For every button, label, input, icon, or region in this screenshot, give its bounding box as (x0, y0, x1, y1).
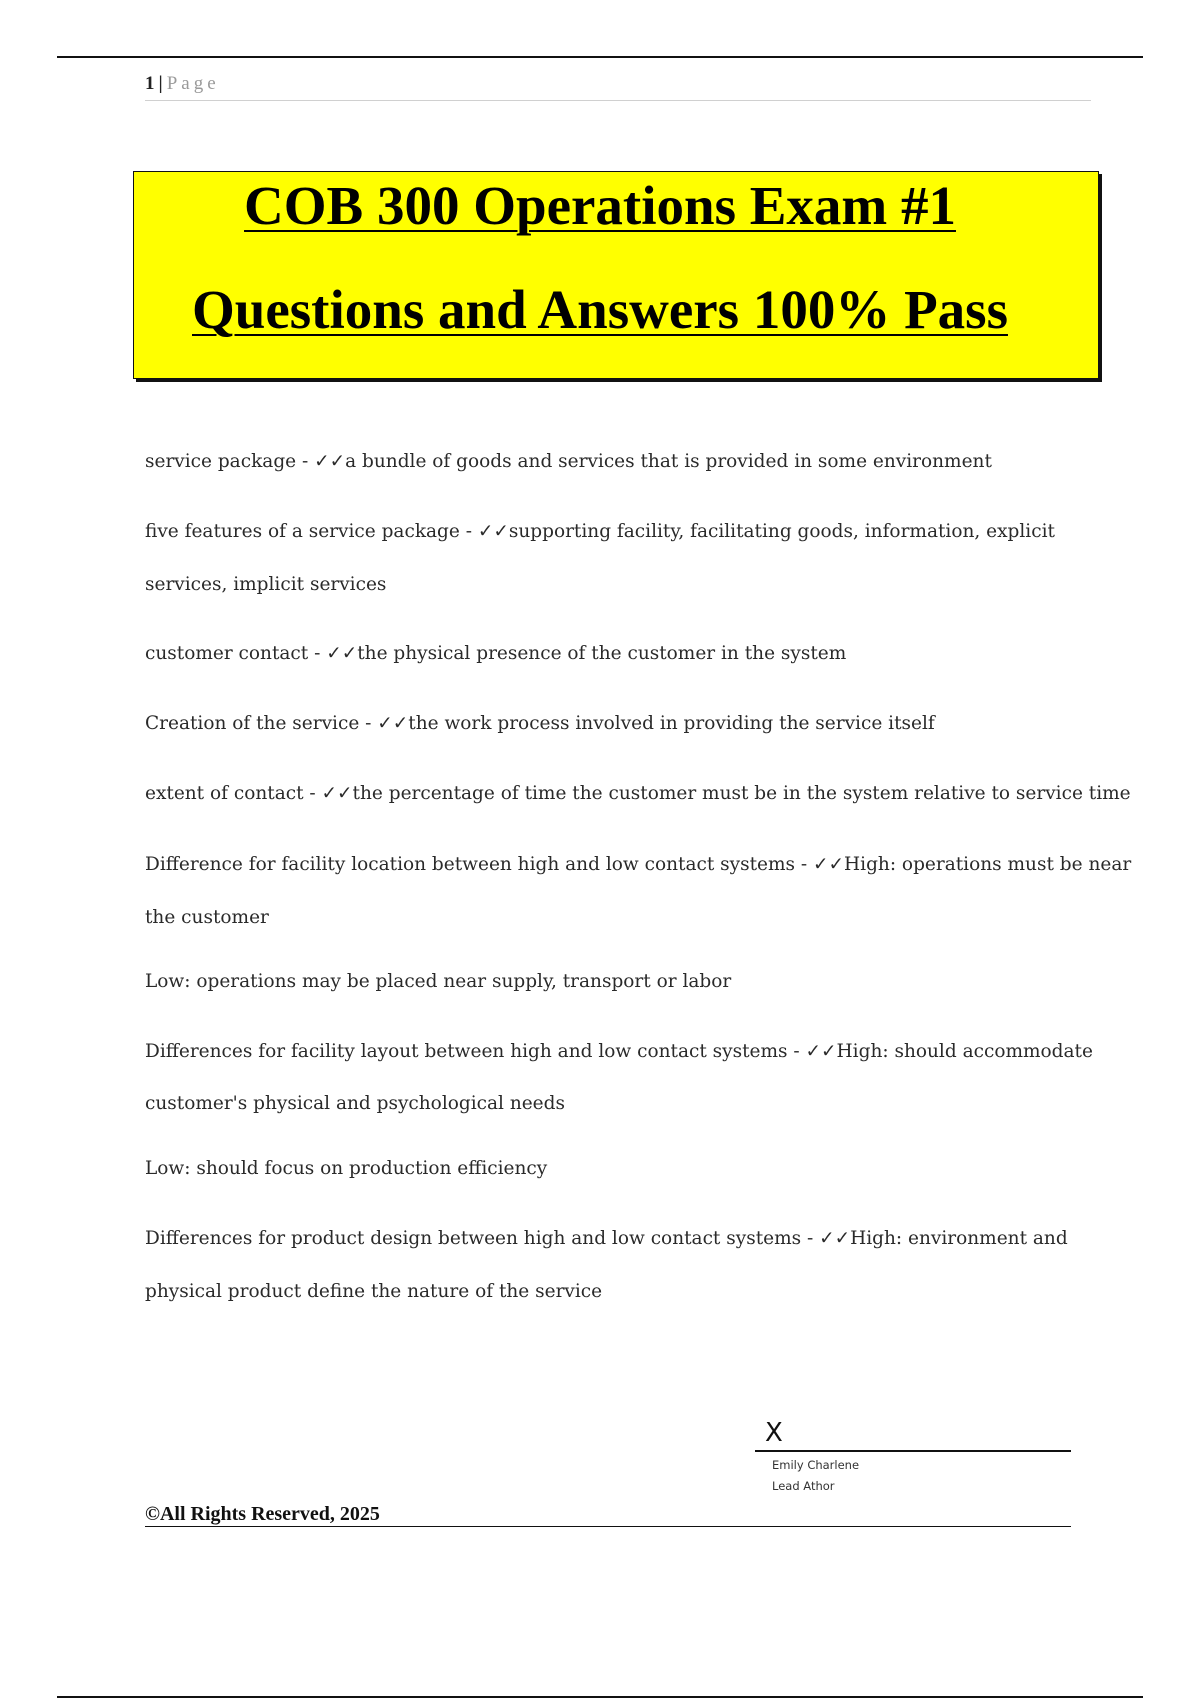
qa-line: Differences for product design between high and low contact systems - ✓✓High: environment and (145, 1228, 1068, 1249)
page-separator: | (158, 73, 163, 94)
qa-line: extent of contact - ✓✓the percentage of time the customer must be in the system relative to service time (145, 783, 1131, 804)
qa-line: customer's physical and psychological needs (145, 1093, 565, 1114)
document-title-line-2: Questions and Answers 100% Pass (192, 279, 1008, 340)
copyright-notice: ©All Rights Reserved, 2025 (145, 1503, 380, 1525)
qa-line: Low: should focus on production efficiency (145, 1158, 548, 1179)
qa-line: Creation of the service - ✓✓the work process involved in providing the service itself (145, 713, 935, 734)
qa-line: physical product define the nature of the service (145, 1281, 603, 1302)
qa-line: customer contact - ✓✓the physical presence of the customer in the system (145, 643, 847, 664)
footer-rule (145, 1526, 1071, 1527)
top-rule (57, 56, 1143, 58)
signature-role: Lead Athor (772, 1479, 835, 1493)
qa-line: Differences for facility layout between high and low contact systems - ✓✓High: should accommodate (145, 1041, 1093, 1062)
page-header (145, 72, 1091, 101)
bottom-rule (57, 1696, 1143, 1698)
qa-line: Difference for facility location between high and low contact systems - ✓✓High: operations must be near (145, 854, 1132, 875)
signature-name: Emily Charlene (772, 1458, 860, 1472)
qa-line: five features of a service package - ✓✓supporting facility, facilitating goods, information, explicit (145, 521, 1055, 542)
qa-line: the customer (145, 907, 269, 928)
qa-line: service package - ✓✓a bundle of goods and services that is provided in some environment (145, 451, 992, 472)
signature-mark: X (765, 1418, 783, 1448)
document-title-line-1: COB 300 Operations Exam #1 (244, 175, 956, 236)
page-label: Page (166, 73, 220, 94)
qa-line: services, implicit services (145, 574, 387, 595)
signature-line (755, 1450, 1071, 1452)
qa-line: Low: operations may be placed near supply, transport or labor (145, 971, 732, 992)
page-number: 1 (145, 73, 155, 94)
